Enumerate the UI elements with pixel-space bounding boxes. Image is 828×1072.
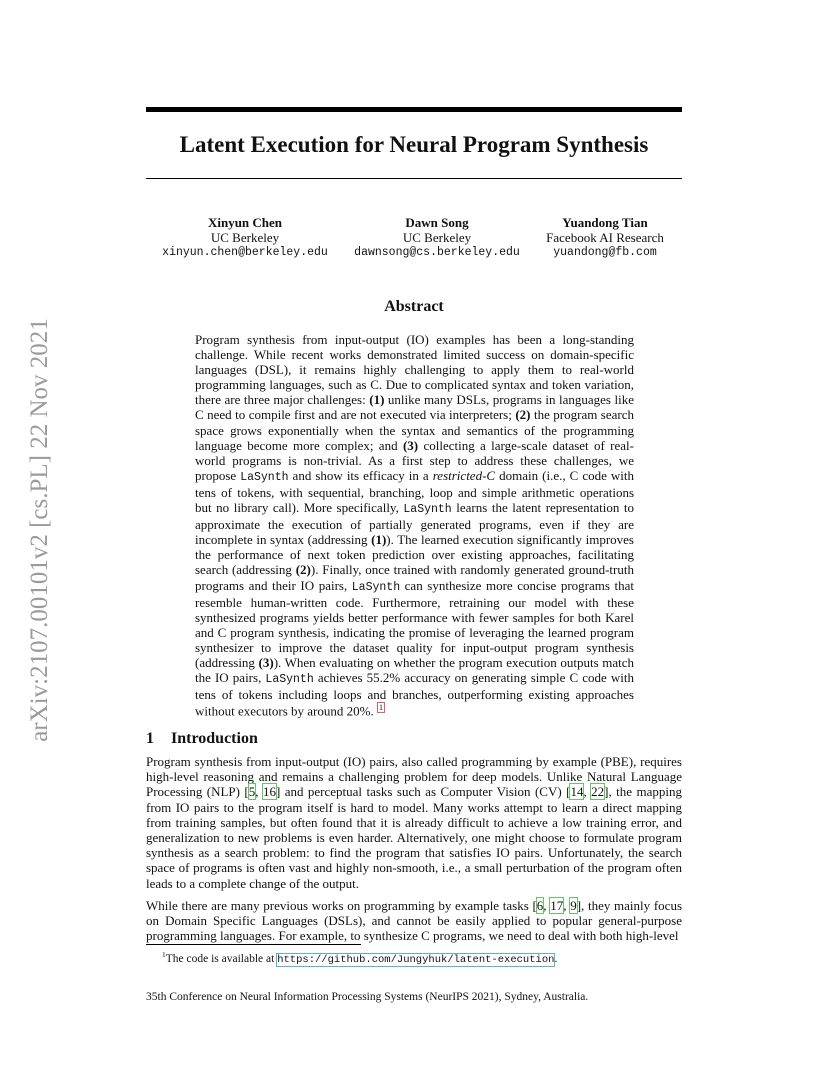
author-name: Xinyun Chen [207,215,283,230]
title-bottom-rule [146,178,682,179]
citation-link[interactable]: 22 [591,784,605,800]
author-2 [352,215,522,260]
author-email[interactable]: dawnsong@cs.berkeley.edu [354,246,520,259]
author-affiliation: UC Berkeley [402,230,472,245]
citation-link[interactable]: 16 [262,784,276,800]
author-affiliation: Facebook AI Research [546,230,664,245]
abstract-body: Program synthesis from input-output (IO) examples has been a long-standing challenge. While recent works demonstrated limited success on domain-specific languages (DSL), it remains highly challenging to apply them to real-world programming languages, such as C. Due to complicated syntax and token variation, there are three major challenges: (1) unlike many DSLs, programs in languages like C need to compile first and are not executed via interpreters; (2) the program search space grows exponentially when the syntax and semantics of the programming language become more complex; and (3) collecting a large-scale dataset of real-world programs is non-trivial. As a first step to address these challenges, we propose LaSynth and show its efficacy in a restricted-C domain (i.e., C code with tens of tokens, with sequential, branching, loop and simple arithmetic operations but no library call). More specifically, LaSynth learns the latent representation to approximate the execution of partially generated programs, even if they are incomplete in syntax (addressing (1)). The learned execution significantly improves the performance of next token prediction over existing approaches, facilitating search (addressing (2)). Finally, once trained with randomly generated ground-truth programs and their IO pairs, LaSynth can synthesize more concise programs that resemble human-written code. Furthermore, retraining our model with these synthesized programs yields better performance with fewer samples for both Karel and C program synthesis, indicating the promise of leveraging the learned program synthesizer to improve the dataset quality for input-output program synthesis (addressing (3)). When evaluating on whether the program execution outputs match the IO pairs, LaSynth achieves 55.2% accuracy on generating simple C code with tens of tokens including loops and branches, outperforming existing approaches without executors by around 20%. 1 [195,332,635,719]
section-number: 1 [146,730,154,747]
citation-link[interactable]: 17 [550,897,564,913]
paragraph: Program synthesis from input-output (IO) pairs, also called programming by example (PBE), requires high-level reasoning and remains a challenging problem for deep models. Unlike Natural Language Processing (NLP) [5, 16] and perceptual tasks such as Computer Vision (CV) [14, 22], the mapping from IO pairs to the program itself is hard to model. Many works attempt to learn a direct mapping from training samples, but often found that it is already difficult to achieve a low training error, and generalization to new problems is even harder. Alternatively, one might choose to formulate program synthesis as a search problem: to find the program that satisfies IO pairs. Unfortunately, the search space of programs is often vast and highly non-smooth, i.e., a small perturbation of the program often leads to a complete change of the output. [146,754,682,891]
author-email[interactable]: yuandong@fb.com [553,246,657,259]
method-name: LaSynth [351,580,401,594]
author-name: Yuandong Tian [562,215,648,230]
arxiv-stamp: arXiv:2107.00101v2 [cs.PL] 22 Nov 2021 [26,318,53,742]
citation-link[interactable]: 5 [248,784,256,800]
footnote-link[interactable]: 1 [378,703,383,713]
conference-note: 35th Conference on Neural Information Processing Systems (NeurIPS 2021), Sydney, Australia. [146,991,589,1003]
section-heading-introduction [146,730,258,748]
author-affiliation: UC Berkeley [210,230,280,245]
citation-link[interactable]: 14 [570,784,584,800]
paragraph: While there are many previous works on programming by example tasks [6, 17, 9], they mainly focus on Domain Specific Languages (DSLs), and cannot be easily applied to popular general-purpose programming languages. For example, to synthesize C programs, we need to deal with both high-level [146,897,683,944]
paper-title: Latent Execution for Neural Program Synthesis [179,132,649,157]
author-1 [160,215,330,260]
introduction-body [146,754,682,950]
citation-link[interactable]: 6 [536,897,544,913]
method-name: LaSynth [265,673,314,687]
abstract-heading: Abstract [384,298,444,315]
author-block [146,215,682,265]
footnote: $^1$The code is available at https://github.com/Jungyhuk/latent-execution. [162,950,558,966]
citation-link[interactable]: 9 [570,897,577,913]
method-name: LaSynth [240,470,289,484]
author-email[interactable]: xinyun.chen@berkeley.edu [162,246,328,259]
code-url-link[interactable]: https://github.com/Jungyhuk/latent-execution [277,953,555,966]
author-name: Dawn Song [405,215,469,230]
title-top-rule [146,107,682,112]
footnote-rule [146,944,361,945]
author-3 [538,215,672,260]
method-name: LaSynth [403,503,452,517]
section-title: Introduction [171,730,258,747]
